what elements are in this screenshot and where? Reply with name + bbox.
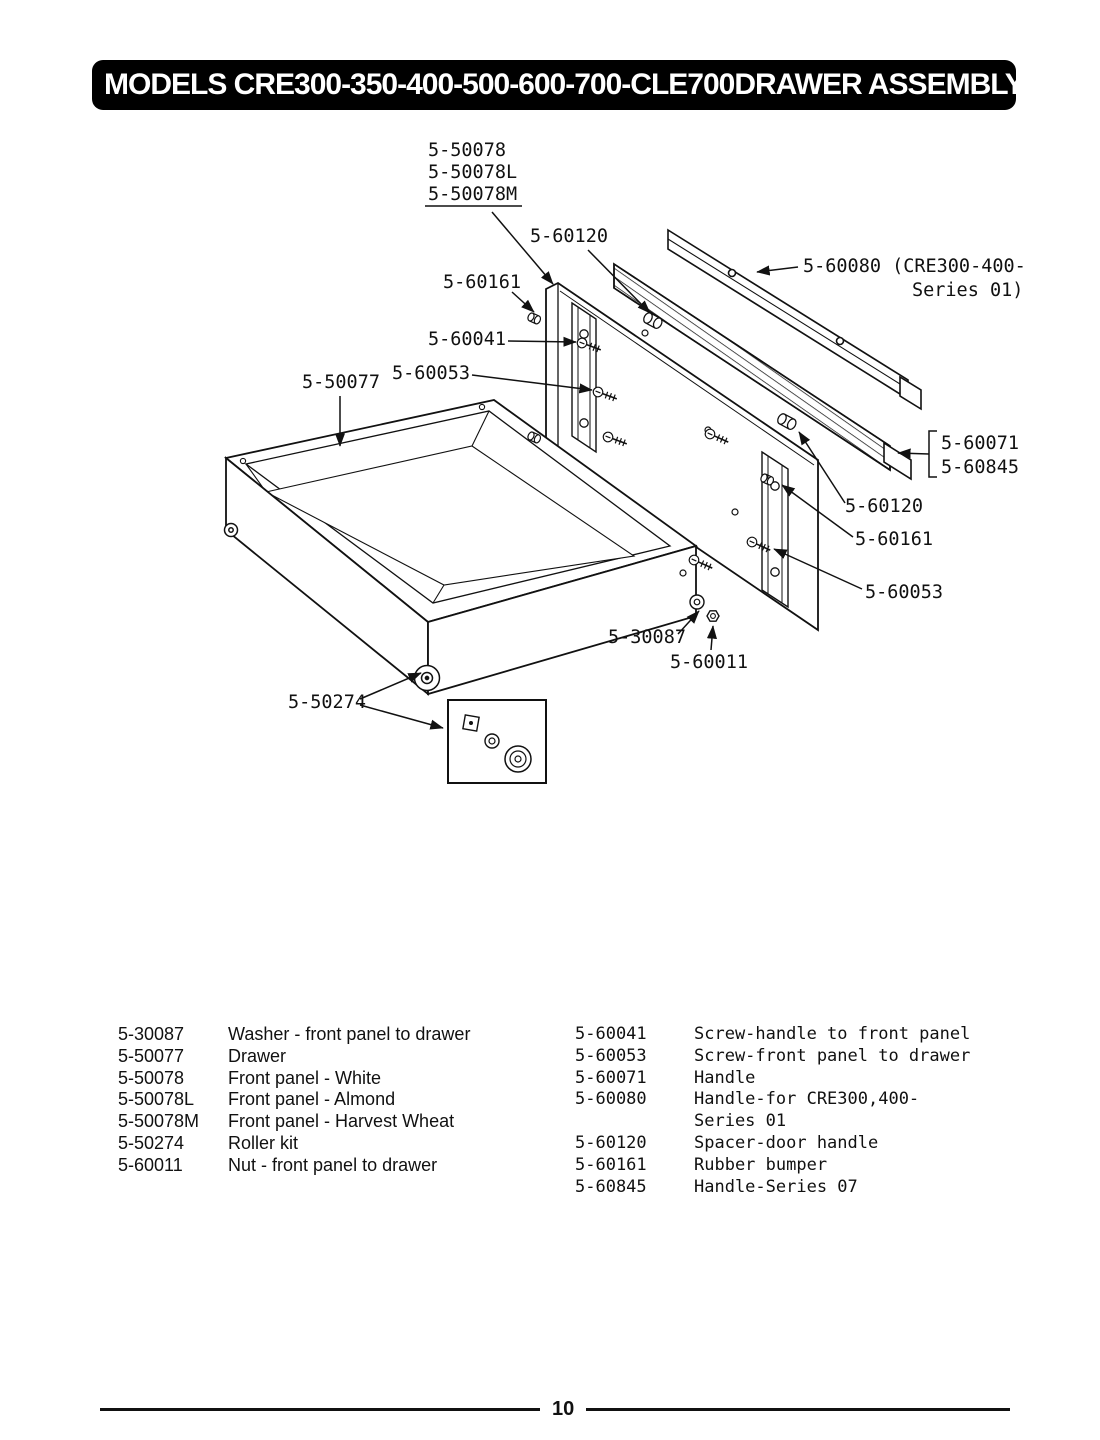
footer — [100, 1398, 1010, 1421]
part-number: 5-60080 — [575, 1089, 647, 1110]
parts-list — [118, 1024, 1068, 1198]
header-models: MODELS CRE300-350-400-500-600-700-CLE700 — [104, 68, 735, 101]
parts-list-right — [575, 1024, 1045, 1198]
footer-rule-left — [100, 1408, 540, 1411]
part-number: 5-60845 — [575, 1176, 647, 1197]
part-description: Rubber bumper — [694, 1154, 828, 1175]
label-roller-kit: 5-50274 — [288, 692, 366, 713]
part-description: Screw-front panel to drawer — [694, 1045, 971, 1066]
part-number: 5-50077 — [118, 1045, 185, 1066]
parts-list-left — [118, 1024, 575, 1177]
header-title: DRAWER ASSEMBLY — [734, 68, 1024, 101]
part-description: Spacer-door handle — [694, 1132, 879, 1153]
part-description: Screw-handle to front panel — [694, 1024, 971, 1044]
label-handle-60071: 5-60071 — [941, 433, 1019, 454]
page-number: 10 — [552, 1398, 575, 1420]
footer-rule-right — [586, 1408, 1010, 1411]
part-number: 5-50078 — [118, 1067, 185, 1088]
part-number: 5-60041 — [575, 1024, 647, 1044]
part-number: 5-50078M — [118, 1111, 200, 1132]
parts-row — [575, 1046, 1045, 1068]
label-washer: 5-30087 — [608, 627, 686, 648]
part-description: Handle-for CRE300,400- — [694, 1089, 920, 1110]
label-spacer-right: 5-60120 — [845, 496, 923, 517]
label-handle-60845: 5-60845 — [941, 457, 1019, 478]
part-description: Series 01 — [694, 1111, 787, 1132]
parts-row — [118, 1133, 575, 1155]
parts-row — [118, 1024, 575, 1046]
part-number — [575, 1111, 694, 1133]
parts-row — [575, 1024, 1045, 1046]
label-drawer: 5-50077 — [302, 372, 380, 393]
part-number: 5-60161 — [575, 1154, 647, 1175]
part-number: 5-60071 — [575, 1067, 647, 1088]
label-handle-60080-line1: 5-60080 (CRE300-400- — [803, 256, 1026, 277]
part-description: Front panel - White — [228, 1067, 382, 1088]
label-bumper-top: 5-60161 — [443, 272, 521, 293]
parts-row — [118, 1068, 575, 1090]
parts-row — [575, 1111, 1045, 1133]
label-spacer-top: 5-60120 — [530, 226, 608, 247]
label-handle-60080-line2: Series 01) — [912, 280, 1024, 301]
part-number: 5-60120 — [575, 1132, 647, 1153]
part-description: Handle-Series 07 — [694, 1176, 858, 1197]
label-front-panel-almond: 5-50078L — [428, 162, 518, 183]
part-number: 5-50274 — [118, 1132, 185, 1153]
part-description: Roller kit — [228, 1132, 299, 1153]
roller-kit-inset — [448, 700, 546, 783]
label-nut: 5-60011 — [670, 652, 748, 673]
part-number: 5-50078L — [118, 1089, 195, 1110]
label-bumper-right: 5-60161 — [855, 529, 933, 550]
part-description: Handle — [694, 1067, 756, 1088]
parts-row — [575, 1155, 1045, 1177]
parts-row — [118, 1155, 575, 1177]
label-front-panel-wheat: 5-50078M — [428, 184, 518, 205]
parts-row — [118, 1046, 575, 1068]
parts-row — [575, 1177, 1045, 1199]
part-description: Front panel - Harvest Wheat — [228, 1111, 455, 1132]
part-description: Drawer — [228, 1045, 287, 1066]
parts-row — [575, 1089, 1045, 1111]
part-description: Front panel - Almond — [228, 1089, 396, 1110]
parts-row — [118, 1111, 575, 1133]
nut-part — [707, 611, 719, 621]
part-number: 5-30087 — [118, 1024, 185, 1044]
part-description: Nut - front panel to drawer — [228, 1154, 438, 1175]
label-screw-handle: 5-60041 — [428, 329, 506, 350]
parts-row — [575, 1068, 1045, 1090]
part-description: Washer - front panel to drawer — [228, 1024, 471, 1044]
parts-row — [118, 1089, 575, 1111]
part-number: 5-60011 — [118, 1154, 183, 1175]
label-front-panel-white: 5-50078 — [428, 140, 506, 161]
parts-row — [575, 1133, 1045, 1155]
label-screw-front-top: 5-60053 — [392, 363, 470, 384]
label-screw-front-bottom: 5-60053 — [865, 582, 943, 603]
part-number: 5-60053 — [575, 1045, 647, 1066]
